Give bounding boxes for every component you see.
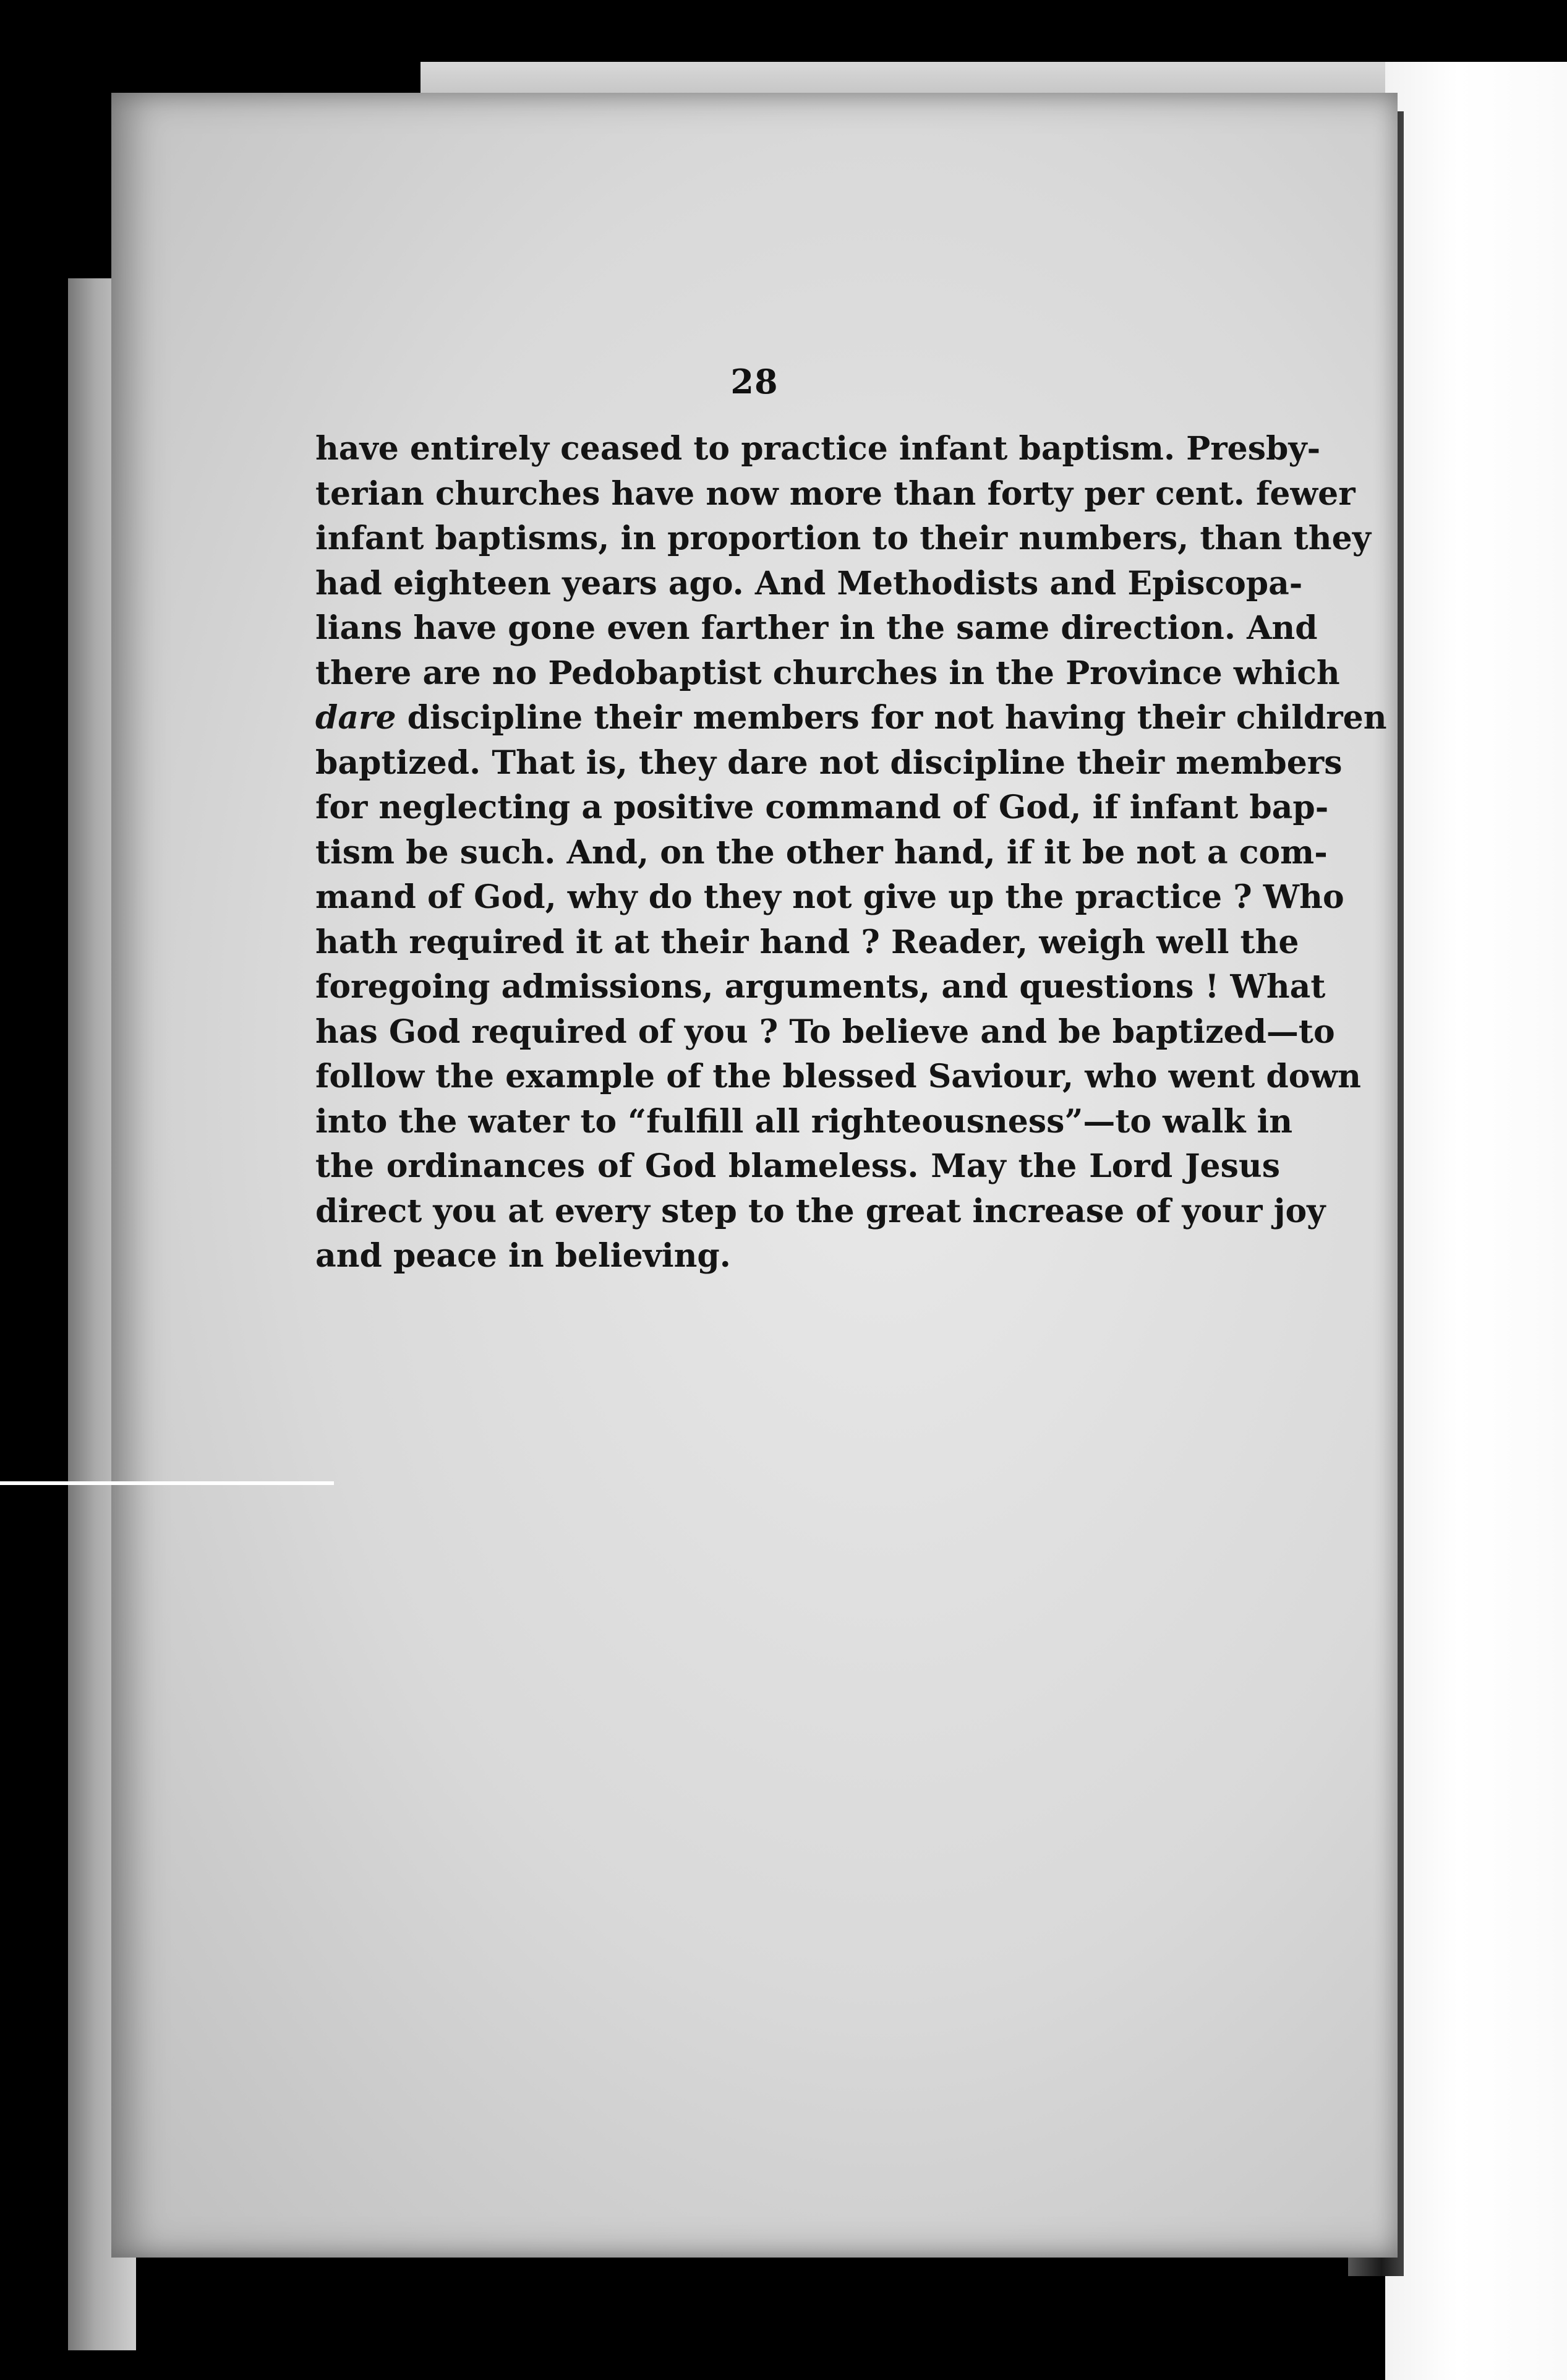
text-line: follow the example of the blessed Saviour, who went down	[315, 1058, 1361, 1095]
text-line: foregoing admissions, arguments, and questions ! What	[315, 968, 1326, 1006]
text-line: terian churches have now more than forty per cent. fewer	[315, 474, 1356, 513]
text-line: lians have gone even farther in the same direction. And	[315, 609, 1318, 647]
text-line: have entirely ceased to practice infant baptism. Presby-	[315, 430, 1321, 468]
text-line: dare discipline their members for not having their children	[315, 699, 1387, 737]
scan-white-mark	[0, 1481, 334, 1485]
page-number: 28	[730, 362, 779, 401]
text-line: has God required of you ? To believe and be baptized—to	[315, 1012, 1335, 1051]
text-line: infant baptisms, in proportion to their numbers, than they	[315, 520, 1371, 557]
text-line: there are no Pedobaptist churches in the Province which	[315, 654, 1340, 692]
text-line: hath required it at their hand ? Reader, weigh well the	[315, 923, 1299, 961]
text-line: for neglecting a positive command of God, if infant bap-	[315, 789, 1329, 826]
text-line: into the water to “fulfill all righteousness”—to walk in	[315, 1102, 1293, 1141]
text-line: baptized. That is, they dare not discipline their members	[315, 743, 1343, 782]
text-line: the ordinances of God blameless. May the Lord Jesus	[315, 1147, 1280, 1185]
italic-word: dare	[315, 699, 396, 737]
text-line: direct you at every step to the great increase of your joy	[315, 1192, 1326, 1230]
text-line: and peace in believing.	[315, 1237, 731, 1275]
text-line: tism be such. And, on the other hand, if it be not a com-	[315, 833, 1328, 871]
scan-right-sheet	[1385, 62, 1567, 2380]
book-page	[111, 93, 1398, 2258]
text-line: mand of God, why do they not give up the practice ? Who	[315, 878, 1344, 916]
text-line: had eighteen years ago. And Methodists and Episcopa-	[315, 564, 1303, 602]
body-text	[315, 427, 1387, 1279]
